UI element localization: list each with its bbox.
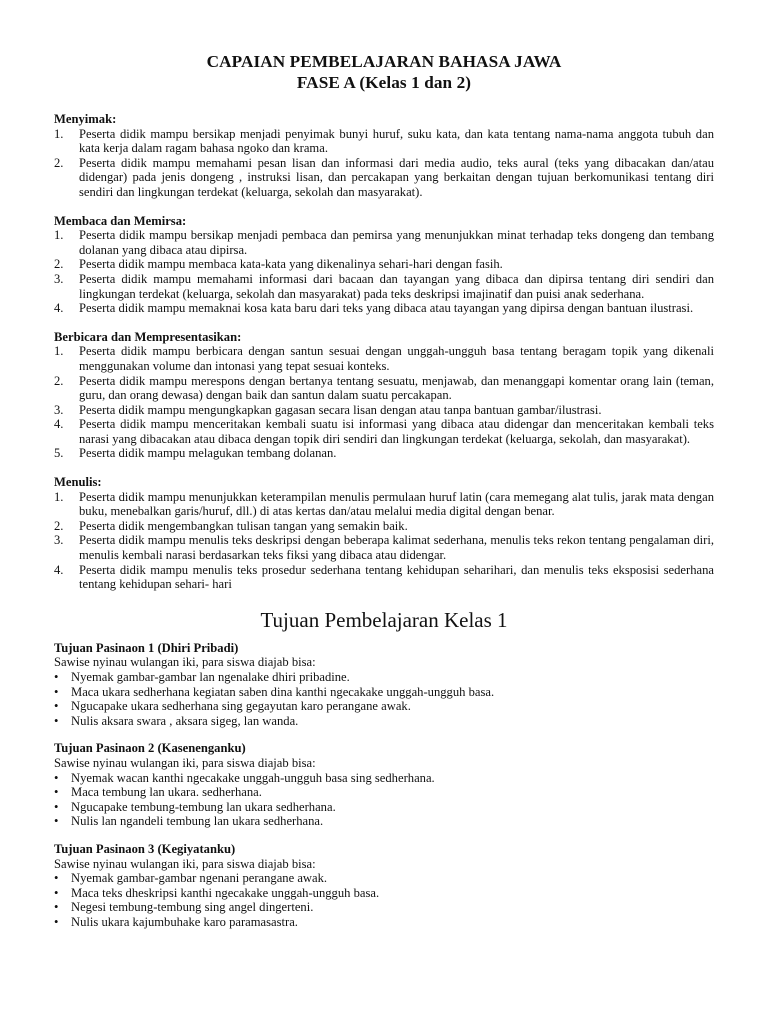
bullet-item — [54, 670, 714, 685]
bullet-icon: • — [54, 900, 59, 915]
bullet-icon: • — [54, 814, 59, 829]
list-item — [54, 563, 714, 592]
bullet-item — [54, 714, 714, 729]
bullet-text: Nulis ukara kajumbuhake karo paramasastra. — [71, 914, 298, 929]
item-text: Peserta didik mampu merespons dengan bertanya tentang sesuatu, menjawab, dan menanggapi komentar orang lain (teman, guru, dan orang dewasa) dengan baik dan santun dalam suatu percakapan. — [79, 373, 714, 403]
item-text: Peserta didik mampu menceritakan kembali suatu isi informasi yang dibaca atau didengar dan menceritakan kembali teks narasi yang dibacakan atau dibaca dengan topik diri sendiri dan lingkungan terdekat (keluarga, sekolah, dan masyarakat). — [79, 417, 714, 446]
bullet-icon: • — [54, 785, 59, 800]
bullet-text: Nyemak gambar-gambar ngenani perangane awak. — [71, 871, 328, 886]
list-item — [54, 490, 714, 519]
list-item — [54, 301, 714, 316]
list-item — [54, 228, 714, 257]
item-number: 2. — [54, 257, 64, 272]
bullet-item — [54, 900, 714, 915]
list-item — [54, 374, 714, 403]
bullet-text: Ngucapake tembung-tembung lan ukara sedherhana. — [71, 799, 336, 814]
bullet-text: Nyemak gambar-gambar lan ngenalake dhiri pribadine. — [71, 670, 350, 684]
item-number: 3. — [54, 271, 64, 286]
tujuan-goals — [54, 641, 714, 930]
bullet-list — [54, 871, 714, 929]
bullet-item — [54, 785, 714, 800]
bullet-icon: • — [54, 914, 59, 929]
bullet-icon: • — [54, 699, 59, 714]
numbered-list — [54, 127, 714, 200]
bullet-icon: • — [54, 885, 59, 900]
bullet-icon: • — [54, 871, 59, 886]
list-item — [54, 344, 714, 373]
item-number: 4. — [54, 417, 64, 432]
section-heading: Membaca dan Memirsa: — [54, 213, 187, 228]
item-text: Peserta didik mampu mengungkapkan gagasan secara lisan dengan atau tanpa bantuan gambar/ilustrasi. — [79, 402, 602, 417]
item-text: Peserta didik mampu melagukan tembang dolanan. — [79, 446, 337, 461]
section — [54, 112, 714, 200]
goal-block — [54, 741, 714, 829]
item-number: 1. — [54, 489, 64, 504]
item-number: 4. — [54, 301, 64, 316]
goal-heading: Tujuan Pasinaon 2 (Kasenenganku) — [54, 741, 246, 756]
bullet-item — [54, 685, 714, 700]
goal-heading: Tujuan Pasinaon 1 (Dhiri Pribadi) — [54, 640, 239, 655]
item-number: 2. — [54, 373, 64, 388]
list-item — [54, 533, 714, 562]
list-item — [54, 156, 714, 200]
item-number: 5. — [54, 446, 64, 461]
item-text: Peserta didik mampu bersikap menjadi pembaca dan pemirsa yang menunjukkan minat terhadap teks dongeng dan tembang dolanan yang dibaca atau dipirsa. — [79, 228, 714, 257]
goal-intro: Sawise nyinau wulangan iki, para siswa diajab bisa: — [54, 755, 316, 770]
item-text: Peserta didik mampu menunjukkan keterampilan menulis permulaan huruf latin (cara memegang alat tulis, jarak mata dengan buku, menebalkan garis/huruf, dll.) di atas kertas dan/atau melalui media digital dengan benar. — [79, 489, 714, 519]
bullet-item — [54, 699, 714, 714]
bullet-item — [54, 771, 714, 786]
tujuan-title: Tujuan Pembelajaran Kelas 1 — [260, 607, 508, 632]
bullet-item — [54, 886, 714, 901]
item-text: Peserta didik mampu menulis teks prosedur sederhana tentang kehidupan seharihari, dan menulis teks eksposisi sederhana tentang kehidupan sehari- hari — [79, 562, 714, 592]
item-number: 3. — [54, 402, 64, 417]
goal-block — [54, 641, 714, 729]
section — [54, 475, 714, 592]
bullet-icon: • — [54, 684, 59, 699]
bullet-item — [54, 814, 714, 829]
item-number: 3. — [54, 533, 64, 548]
bullet-text: Negesi tembung-tembung sing angel dingerteni. — [71, 900, 314, 915]
numbered-list — [54, 344, 714, 461]
goal-intro: Sawise nyinau wulangan iki, para siswa diajab bisa: — [54, 856, 316, 871]
list-item — [54, 446, 714, 461]
list-item — [54, 417, 714, 446]
title-line-2: FASE A (Kelas 1 dan 2) — [296, 72, 472, 92]
bullet-text: Nulis aksara swara , aksara sigeg, lan wanda. — [71, 713, 299, 728]
section-heading: Berbicara dan Mempresentasikan: — [54, 329, 242, 344]
list-item — [54, 519, 714, 534]
item-text: Peserta didik mampu berbicara dengan santun sesuai dengan unggah-ungguh basa tentang beragam topik yang dikenali menggunakan volume dan intonasi yang tepat sesuai konteks. — [79, 344, 714, 373]
numbered-list — [54, 490, 714, 592]
list-item — [54, 403, 714, 418]
bullet-text: Maca tembung lan ukara. sedherhana. — [71, 785, 262, 800]
bullet-text: Ngucapake ukara sedherhana sing gegayutan karo perangane awak. — [71, 699, 411, 714]
goal-block — [54, 842, 714, 930]
capaian-sections — [54, 112, 714, 592]
item-number: 1. — [54, 126, 64, 141]
goal-heading: Tujuan Pasinaon 3 (Kegiyatanku) — [54, 841, 236, 856]
bullet-icon: • — [54, 799, 59, 814]
section — [54, 330, 714, 461]
item-text: Peserta didik mengembangkan tulisan tangan yang semakin baik. — [79, 518, 408, 533]
item-text: Peserta didik mampu memahami informasi dari bacaan dan tayangan yang dibaca dan dipirsa tentang diri sendiri dan lingkungan terdekat (keluarga, sekolah dan masyarakat) pada teks deskripsi imajinatif dan puisi anak sederhana. — [79, 271, 714, 301]
bullet-item — [54, 800, 714, 815]
bullet-list — [54, 670, 714, 728]
item-text: Peserta didik mampu membaca kata-kata yang dikenalinya sehari-hari dengan fasih. — [79, 257, 503, 272]
list-item — [54, 127, 714, 156]
item-text: Peserta didik mampu memahami pesan lisan dan informasi dari media audio, teks aural (teks yang dibacakan dan/atau didengar) pada jenis dongeng , instruksi lisan, dan percakapan yang berkaitan dengan tujuan berkomunikasi tentang diri sendiri dan lingkungan terdekat (keluarga, sekolah dan masyarakat). — [79, 155, 714, 199]
item-text: Peserta didik mampu bersikap menjadi penyimak bunyi huruf, suku kata, dan kata tentang nama-nama anggota tubuh dan kata kerja dalam ragam bahasa ngoko dan krama. — [79, 126, 714, 156]
list-item — [54, 272, 714, 301]
item-number: 1. — [54, 228, 64, 243]
item-text: Peserta didik mampu menulis teks deskripsi dengan beberapa kalimat sederhana, menulis teks rekon tentang pengalaman diri, menulis kembali narasi berdasarkan teks fiksi yang dibaca atau didengar. — [79, 533, 714, 563]
bullet-icon: • — [54, 670, 59, 684]
item-number: 4. — [54, 562, 64, 577]
section-heading: Menulis: — [54, 475, 102, 490]
document-title — [54, 52, 714, 93]
bullet-icon: • — [54, 770, 59, 785]
bullet-list — [54, 771, 714, 829]
bullet-text: Maca teks dheskripsi kanthi ngecakake unggah-ungguh basa. — [71, 885, 380, 900]
bullet-text: Nyemak wacan kanthi ngecakake unggah-ungguh basa sing sedherhana. — [71, 770, 435, 785]
item-number: 2. — [54, 155, 64, 170]
title-line-1: CAPAIAN PEMBELAJARAN BAHASA JAWA — [206, 52, 562, 71]
bullet-text: Maca ukara sedherhana kegiatan saben dina kanthi ngecakake unggah-ungguh basa. — [71, 684, 495, 699]
bullet-icon: • — [54, 713, 59, 728]
bullet-item — [54, 871, 714, 886]
item-text: Peserta didik mampu memaknai kosa kata baru dari teks yang dibaca atau tayangan yang dipirsa dengan bantuan ilustrasi. — [79, 301, 694, 316]
numbered-list — [54, 228, 714, 316]
goal-intro: Sawise nyinau wulangan iki, para siswa diajab bisa: — [54, 655, 316, 670]
section-heading: Menyimak: — [54, 112, 117, 126]
bullet-item — [54, 915, 714, 930]
item-number: 1. — [54, 344, 64, 359]
bullet-text: Nulis lan ngandeli tembung lan ukara sedherhana. — [71, 814, 324, 829]
item-number: 2. — [54, 518, 64, 533]
section — [54, 214, 714, 316]
list-item — [54, 257, 714, 272]
